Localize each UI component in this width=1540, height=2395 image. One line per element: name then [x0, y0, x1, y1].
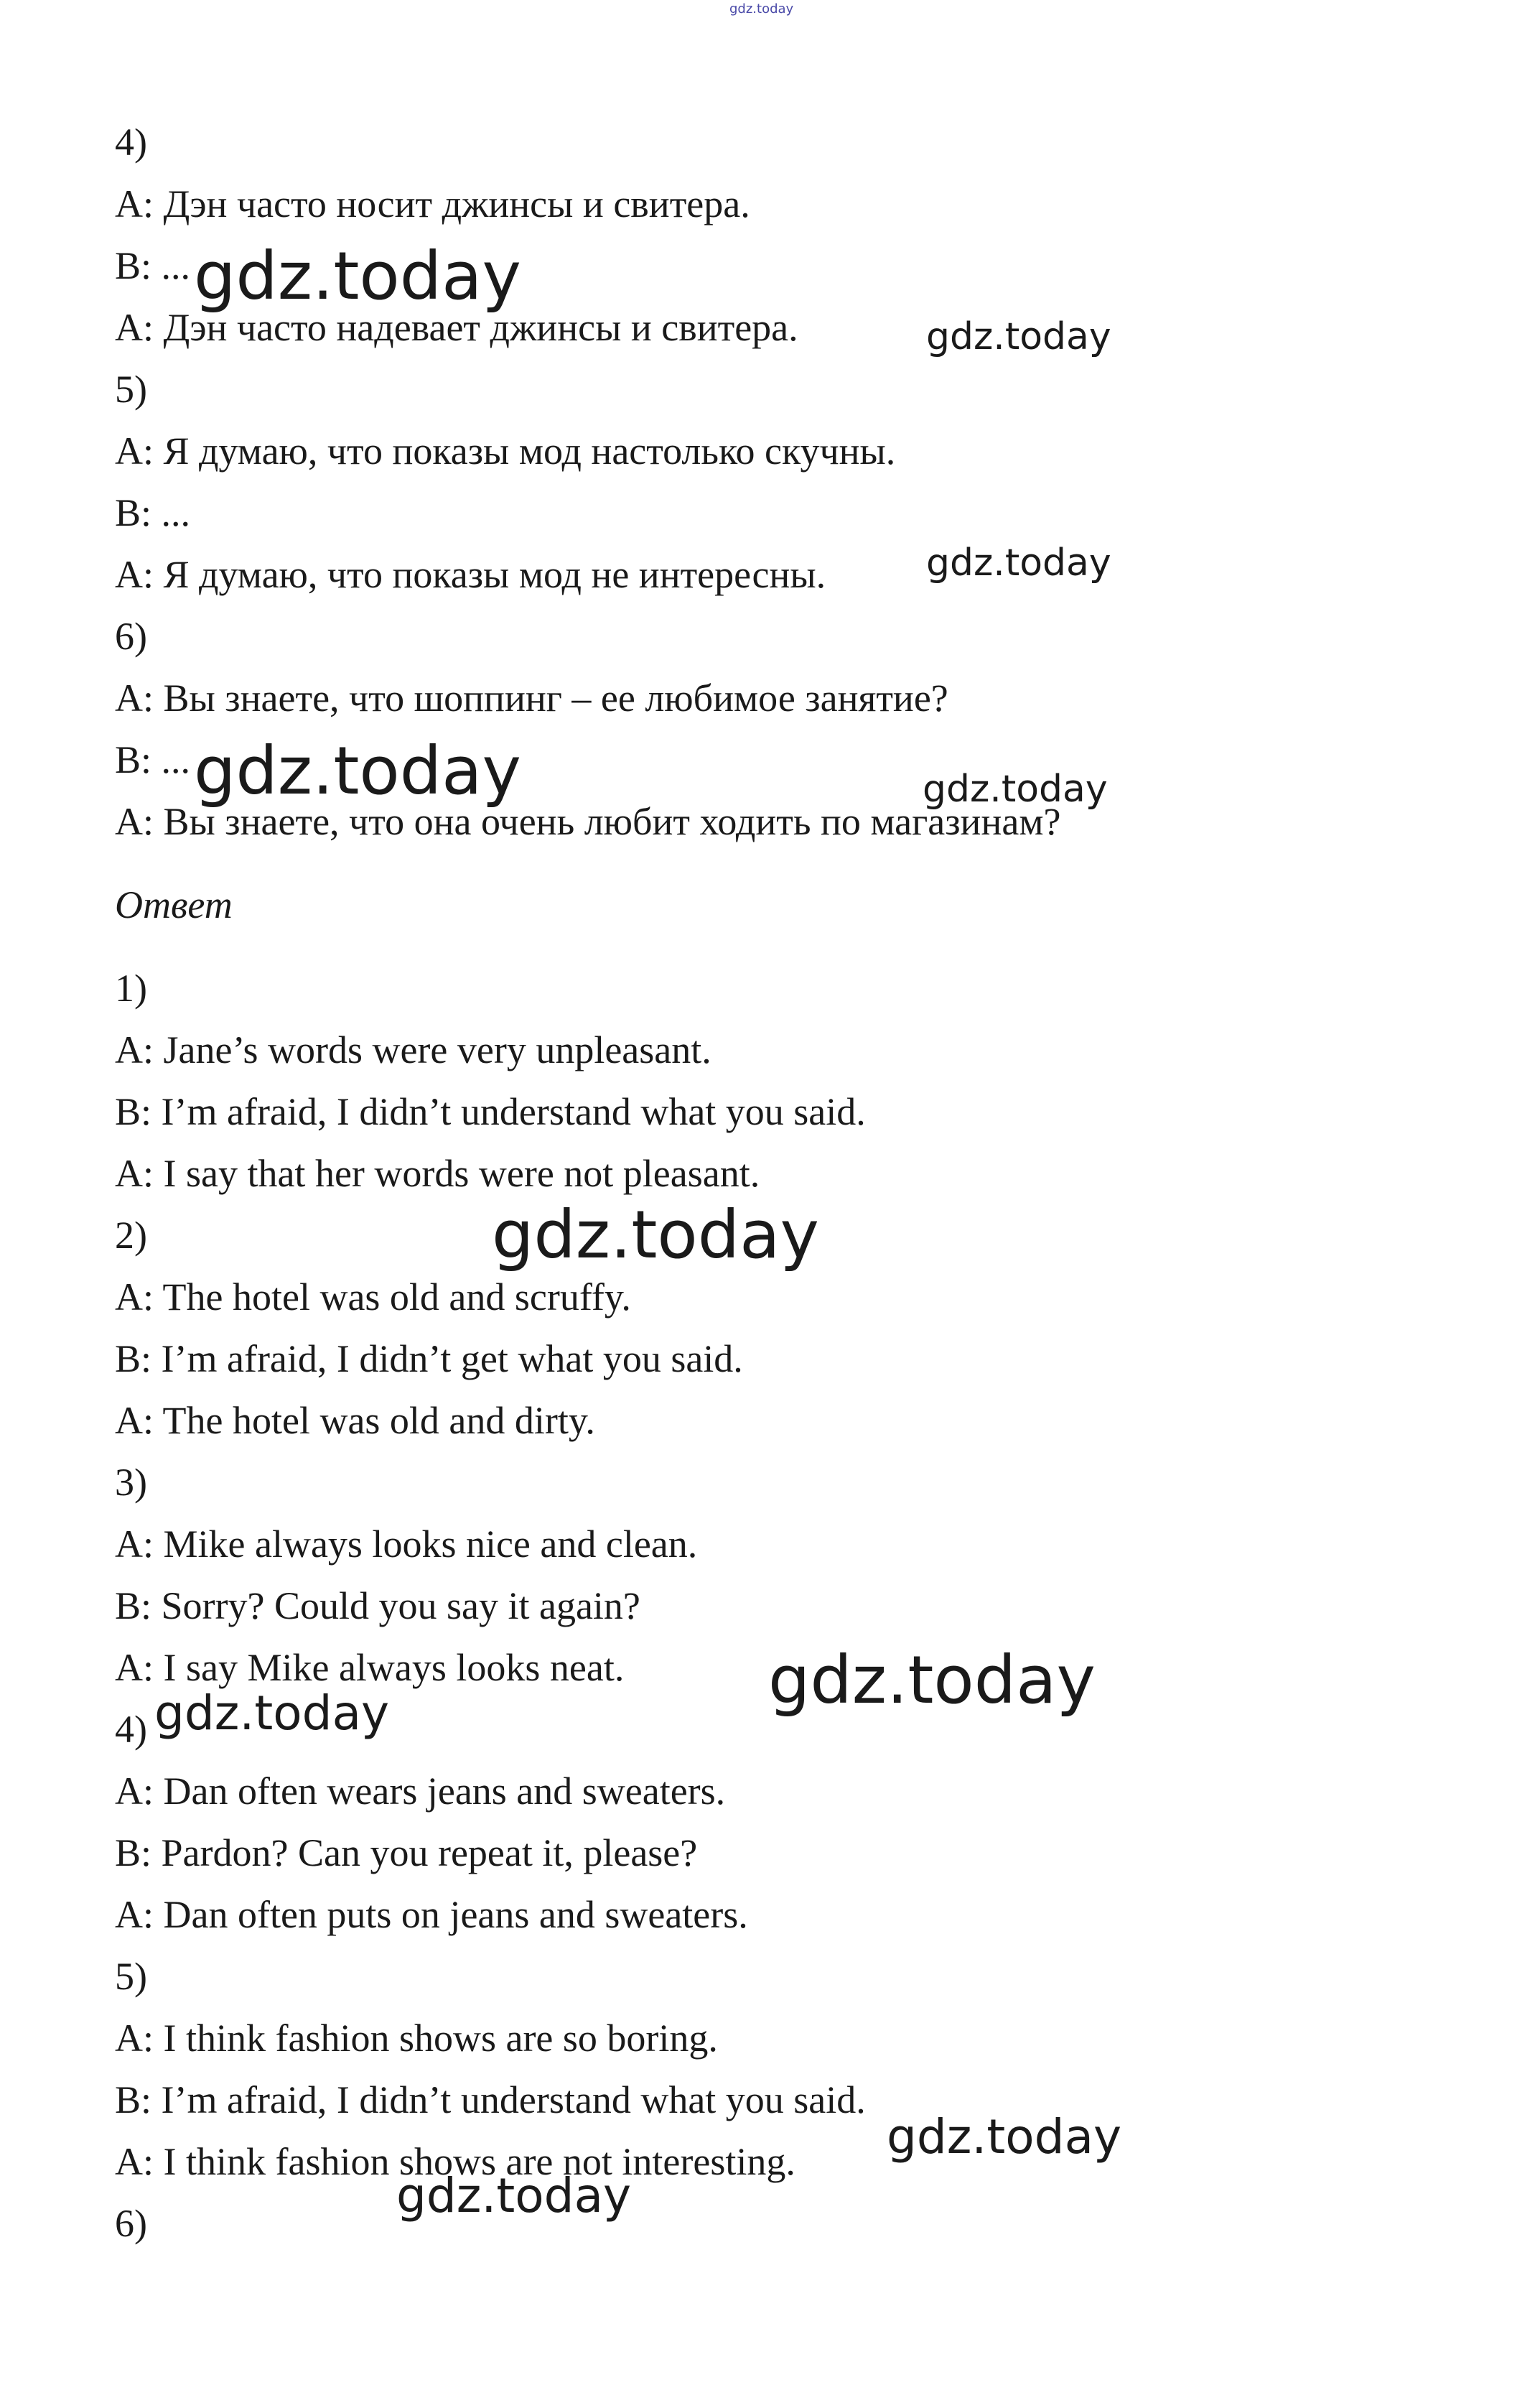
answer-line: A: Dan often puts on jeans and sweaters.: [115, 1893, 748, 1936]
answer-line: A: Jane’s words were very unpleasant.: [115, 1028, 711, 1071]
answer-number: 1): [115, 967, 147, 1010]
answer-number: 6): [115, 2202, 147, 2245]
watermark: gdz.today: [154, 1685, 390, 1741]
question-line: A: Дэн часто носит джинсы и свитера.: [115, 182, 750, 225]
answer-line: B: I’m afraid, I didn’t understand what you said.: [115, 2078, 866, 2121]
watermark: gdz.today: [194, 238, 521, 315]
watermark: gdz.today: [926, 315, 1111, 358]
answer-line: A: I think fashion shows are so boring.: [115, 2017, 718, 2060]
answer-number: 3): [115, 1461, 147, 1504]
question-line: A: Я думаю, что показы мод настолько скучны.: [115, 429, 896, 473]
watermark: gdz.today: [194, 733, 521, 809]
watermark: gdz.today: [926, 541, 1111, 585]
question-line: B: ...: [115, 244, 191, 287]
watermark: gdz.today: [768, 1642, 1096, 1719]
answer-line: A: I think fashion shows are not interesting.: [115, 2140, 795, 2183]
answer-line: A: I say that her words were not pleasant.: [115, 1152, 760, 1195]
answer-line: B: Pardon? Can you repeat it, please?: [115, 1831, 698, 1874]
question-line: A: Вы знаете, что она очень любит ходить по магазинам?: [115, 800, 1061, 843]
question-line: A: Я думаю, что показы мод не интересны.: [115, 553, 826, 596]
watermark: gdz.today: [396, 2168, 632, 2223]
answer-line: B: I’m afraid, I didn’t understand what you said.: [115, 1090, 866, 1133]
watermark: gdz.today: [492, 1196, 819, 1273]
answer-line: A: The hotel was old and scruffy.: [115, 1275, 631, 1319]
answer-number: 5): [115, 1955, 147, 1998]
answer-line: B: Sorry? Could you say it again?: [115, 1584, 640, 1627]
answer-heading: Ответ: [115, 883, 233, 926]
question-number: 5): [115, 368, 147, 411]
question-number: 6): [115, 615, 147, 658]
watermark: gdz.today: [887, 2109, 1122, 2164]
answer-line: B: I’m afraid, I didn’t get what you said.: [115, 1337, 743, 1380]
answer-line: A: Mike always looks nice and clean.: [115, 1522, 698, 1566]
question-number: 4): [115, 121, 147, 164]
header-watermark: gdz.today: [729, 1, 794, 17]
answer-line: A: Dan often wears jeans and sweaters.: [115, 1769, 726, 1813]
answer-line: A: I say Mike always looks neat.: [115, 1646, 625, 1689]
question-line: B: ...: [115, 738, 191, 781]
question-line: A: Вы знаете, что шоппинг – ее любимое занятие?: [115, 676, 948, 720]
watermark: gdz.today: [923, 768, 1108, 811]
answer-number: 2): [115, 1214, 147, 1257]
question-line: B: ...: [115, 491, 191, 534]
answer-number: 4): [115, 1708, 147, 1751]
answer-line: A: The hotel was old and dirty.: [115, 1399, 595, 1442]
question-line: A: Дэн часто надевает джинсы и свитера.: [115, 306, 798, 349]
